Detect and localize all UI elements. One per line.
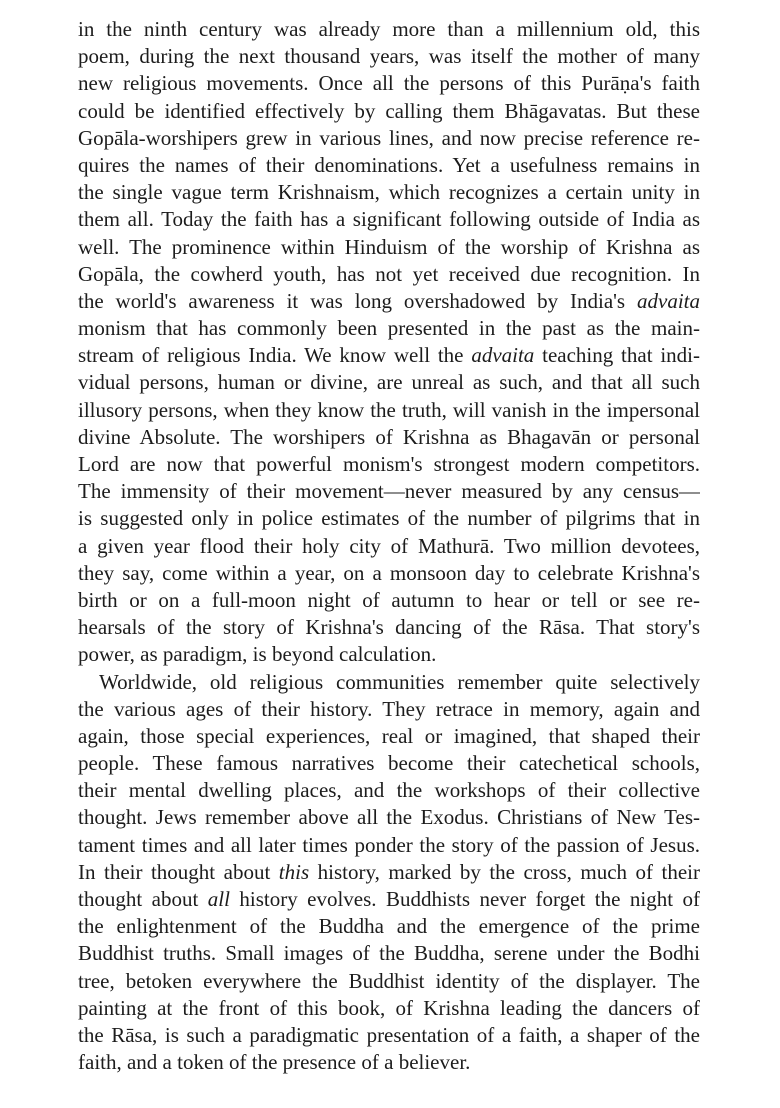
text-line: a given year flood their holy city of Mathurā. Two million devotees, <box>78 533 700 558</box>
text-line: they say, come within a year, on a monsoon day to celebrate Krishna's <box>78 560 700 585</box>
text-line: illusory persons, when they know the truth, will vanish in the impersonal <box>78 397 700 422</box>
text-line <box>78 342 700 369</box>
text-line: tree, betoken everywhere the Buddhist identity of the displayer. The <box>78 968 700 993</box>
text-line <box>78 859 700 886</box>
text-line: people. These famous narratives become their catechetical schools, <box>78 751 700 776</box>
text-line: in the ninth century was already more than a millennium old, this <box>78 17 700 41</box>
text-line: thought. Jews remember above all the Exodus. Christians of New Tes- <box>78 805 700 830</box>
text-line: painting at the front of this book, of Krishna leading the dancers of <box>78 995 700 1020</box>
text-line: them all. Today the faith has a significant following outside of India as <box>78 207 700 232</box>
text-line: divine Absolute. The worshipers of Krishna as Bhagavān or personal <box>78 424 700 449</box>
text-run: history evolves. Buddhists never forget the night of <box>229 887 700 911</box>
text-run: history, marked by the cross, much of their <box>309 859 700 884</box>
text-run: In their thought about <box>78 859 279 884</box>
text-line: faith, and a token of the presence of a believer. <box>78 1050 471 1075</box>
text-line: the various ages of their history. They retrace in memory, again and <box>78 696 700 721</box>
text-line: power, as paradigm, is beyond calculation. <box>78 642 437 667</box>
italic-term: advaita <box>637 288 700 313</box>
text-line: vidual persons, human or divine, are unreal as such, and that all such <box>78 370 700 395</box>
text-line: Worldwide, old religious communities remember quite selectively <box>99 669 700 694</box>
text-line: poem, during the next thousand years, was itself the mother of many <box>78 44 700 69</box>
text-run: stream of religious India. We know well the <box>78 343 472 368</box>
text-line <box>78 288 700 315</box>
text-line: Gopāla-worshipers grew in various lines, and now precise reference re- <box>78 125 700 150</box>
text-line: monism that has commonly been presented in the past as the main- <box>78 316 700 341</box>
text-line: is suggested only in police estimates of the number of pilgrims that in <box>78 506 700 531</box>
text-line: the single vague term Krishnaism, which recognizes a certain unity in <box>78 180 700 205</box>
text-line: well. The prominence within Hinduism of the worship of Krishna as <box>78 234 700 259</box>
text-line: hearsals of the story of Krishna's dancing of the Rāsa. That story's <box>78 615 700 640</box>
text-line: could be identified effectively by calling them Bhāgavatas. But these <box>78 98 700 123</box>
italic-term: all <box>207 887 230 911</box>
text-line: birth or on a full-moon night of autumn to hear or tell or see re- <box>78 587 700 612</box>
text-line: Lord are now that powerful monism's strongest modern competitors. <box>78 452 700 476</box>
text-line: new religious movements. Once all the persons of this Purāṇa's faith <box>78 71 700 96</box>
text-run: the world's awareness it was long overshadowed by India's <box>78 288 637 313</box>
italic-term: advaita <box>471 343 535 368</box>
text-line: their mental dwelling places, and the workshops of their collective <box>78 778 700 803</box>
text-line: The immensity of their movement—never measured by any census— <box>78 479 700 504</box>
paragraph-1 <box>78 16 710 669</box>
text-line <box>78 886 700 913</box>
text-line: Buddhist truths. Small images of the Buddha, serene under the Bodhi <box>78 941 700 966</box>
text-line: again, those special experiences, real or imagined, that shaped their <box>78 723 700 748</box>
text-line: tament times and all later times ponder the story of the passion of Jesus. <box>78 832 700 857</box>
text-line: the Rāsa, is such a paradigmatic presentation of a faith, a shaper of the <box>78 1022 700 1047</box>
text-run: teaching that indi- <box>534 343 700 368</box>
text-line: the enlightenment of the Buddha and the emergence of the prime <box>78 914 700 939</box>
text-line: Gopāla, the cowherd youth, has not yet received due recognition. In <box>78 261 700 286</box>
text-line: quires the names of their denominations. Yet a usefulness remains in <box>78 152 700 177</box>
text-run: thought about <box>78 887 208 911</box>
paragraph-2 <box>78 669 710 1077</box>
italic-term: this <box>278 859 310 884</box>
